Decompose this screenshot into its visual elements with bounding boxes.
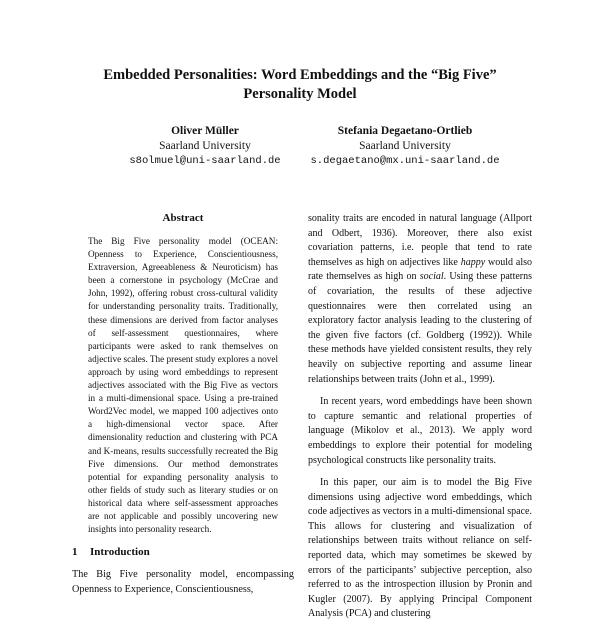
right-paragraph-1: [308, 212, 532, 387]
author-affiliation: Saarland University: [359, 140, 451, 152]
introduction-text: The Big Five personality model, encompassing Openness to Experience, Conscientiousness,: [72, 569, 294, 595]
author-name: Stefania Degaetano-Ortlieb: [337, 125, 473, 137]
paragraph-text: . Using these patterns of covariation, the results of these adjective questionnaires were then correlated using an exploratory factor analysis leading to the clustering of the given five factors (cf. Goldberg (1992)). While these methods have yielded consistent results, they rely heavily on subjective reporting and assume linear relationships between traits (John et al., 1999).: [308, 271, 533, 385]
paper-title-line-1: Embedded Personalities: Word Embeddings and the “Big Five”: [103, 67, 497, 83]
emphasized-word: social: [419, 271, 444, 283]
section-title: Introduction: [90, 546, 150, 558]
paper-title: [60, 66, 540, 104]
paragraph-spacer: [308, 468, 532, 476]
paragraph-text: would also rate themselves as high on: [308, 256, 532, 283]
author-email[interactable]: s8olmuel@uni-saarland.de: [129, 155, 281, 167]
section-heading-introduction: [72, 546, 150, 558]
author-email[interactable]: s.degaetano@mx.uni-saarland.de: [310, 155, 500, 167]
author-affiliation: Saarland University: [159, 140, 251, 152]
paragraph-spacer: [308, 387, 532, 395]
paper-title-line-2: Personality Model: [243, 86, 357, 102]
abstract-text: The Big Five personality model (OCEAN: Openness to Experience, Conscientiousness, Extraversion, Agreeableness & Neuroticism) has been a cornerstone in psychology (McCrae and John, 1992), offering robust cross-cultural validity for understanding personality traits. Traditionally, these dimensions are derived from factor analyses of self-assessment questionnaires, where participants were asked to rank themselves on adjective scales. The present study explores a novel approach by using word embeddings to represent adjectives associated with the Big Five as vectors in a multi-dimensional space. Using a pre-trained Word2Vec model, we mapped 100 adjectives onto a high-dimensional vector space. After dimensionality reduction and clustering with PCA and K-means, results successfully recreated the Big Five dimensions. Our method demonstrates potential for expanding personality analysis to other fields of study such as literary studies or on historical data where self-assessment approaches are not applicable and possibly uncovering new insights into personality research.: [88, 236, 278, 535]
right-paragraph-2: In recent years, word embeddings have been shown to capture semantic and relational properties of language (Mikolov et al., 2013). We apply word embeddings to explore their potential for modeling psychological constructs like personality traits.: [308, 396, 532, 466]
author-block-2: [300, 124, 510, 169]
author-name: Oliver Müller: [171, 125, 239, 137]
author-block-1: [110, 124, 300, 169]
section-number: 1: [72, 546, 78, 558]
abstract-heading: Abstract: [162, 212, 204, 224]
emphasized-word: happy: [460, 256, 486, 268]
right-paragraph-3: In this paper, our aim is to model the Big Five dimensions using adjective word embeddings, which code adjectives as vectors in a multi-dimensional space. This allows for clustering and visualization of relationships between traits without reliance on self-reported data, which may sometimes be skewed by errors of the participants’ subjective perception, also referred to as the introspection illusion by Pronin and Kugler (2007). By applying Principal Component Analysis (PCA) and clustering: [308, 477, 532, 620]
paragraph-text: sonality traits are encoded in natural language (Allport and Odbert, 1936). Moreover, there also exist covariation patterns, i.e. people that tend to rate themselves as high on adjectives like: [308, 213, 532, 268]
right-column: [308, 212, 532, 622]
